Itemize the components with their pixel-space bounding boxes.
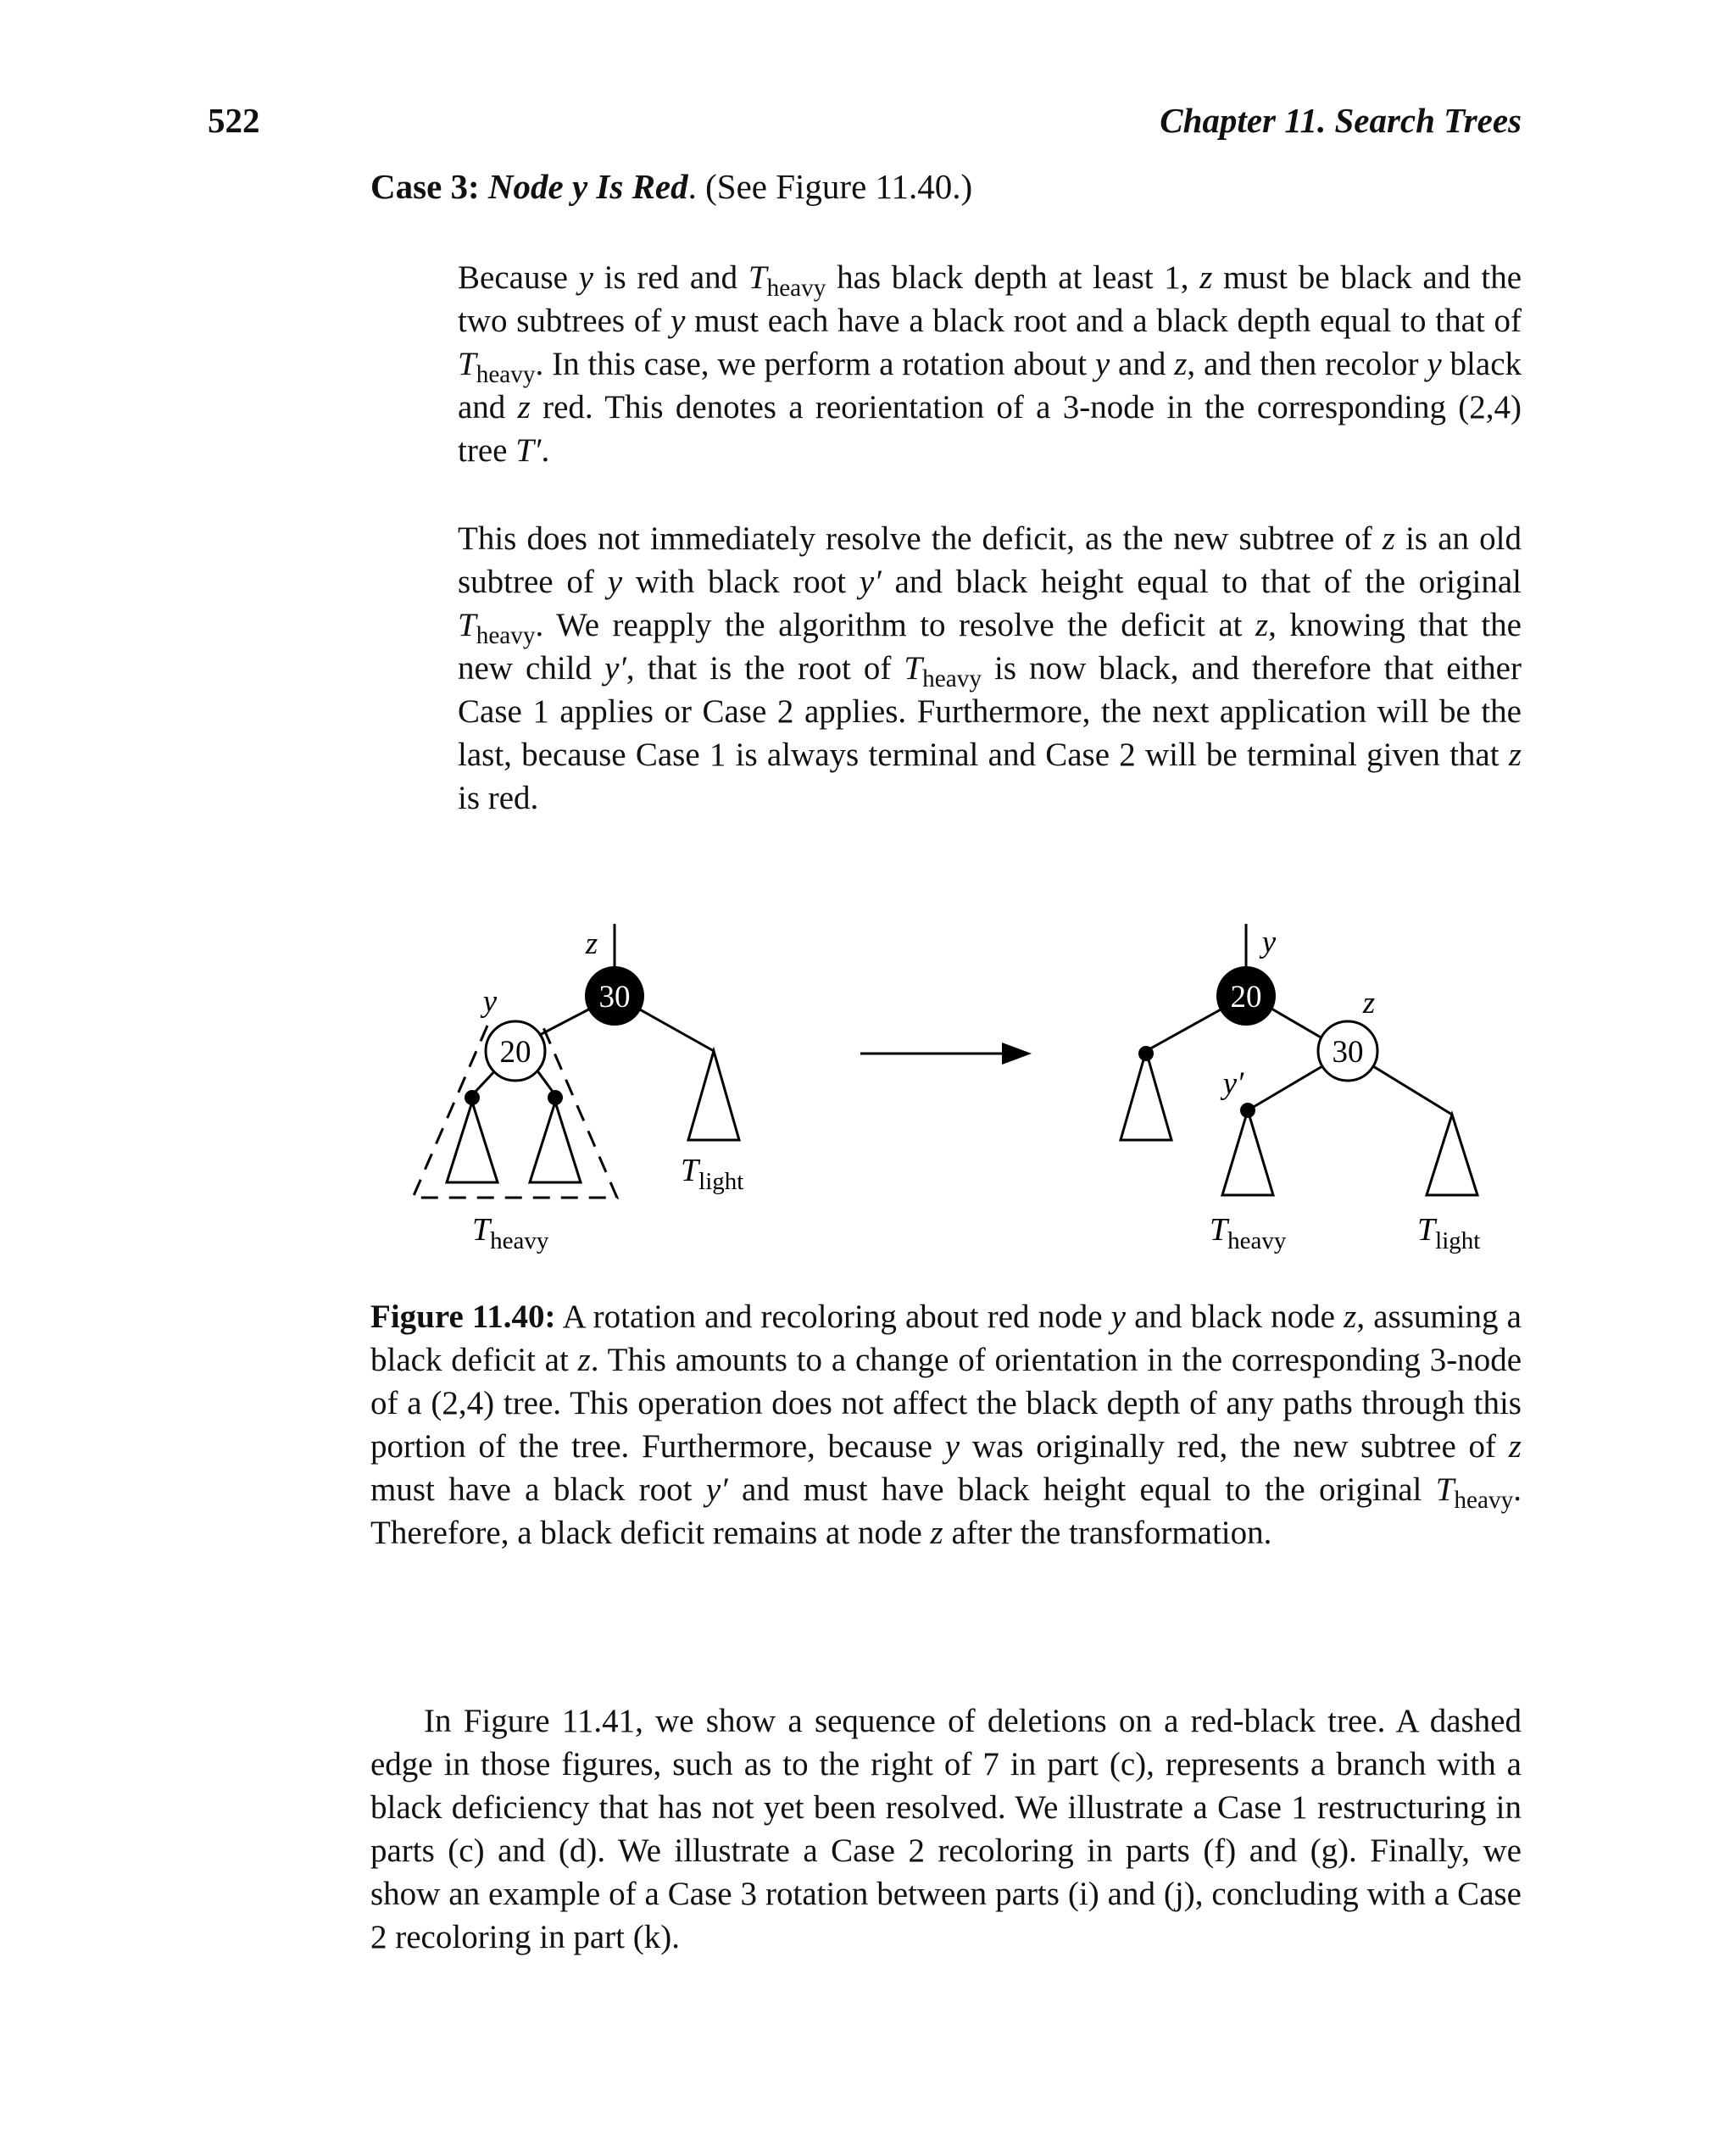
right-dot-left: [1138, 1046, 1154, 1061]
right-theavy-label: $T_{heavy}$: [1210, 1212, 1287, 1254]
right-y-label: y: [1261, 925, 1277, 959]
figure-11-40: [0, 890, 1736, 1280]
right-edge-y-leftchild: [1146, 1009, 1222, 1051]
page-number: 522: [208, 101, 260, 140]
right-edge-z-yprime: [1248, 1066, 1322, 1110]
case-title: Node y Is Red: [487, 167, 688, 206]
right-dot-yprime: [1240, 1103, 1255, 1118]
right-red-node-value: 30: [1332, 1035, 1364, 1070]
left-edge-z-tlight: [638, 1009, 714, 1051]
paragraph-deficit-resolution: This does not immediately resolve the deficit, as the new subtree of z is an old subtree of y with black root y′ and black height equal to that of the original $T_{heavy}$. We reapply the algorithm to resolve the deficit at z, knowing that the new child y′, that is the root of $T_{heavy}$ is now black, and therefore that either Case 1 applies or Case 2 applies. Furthermore, the next application will be the last, because Case 1 is always terminal and Case 2 will be terminal given that z is red.: [458, 520, 1522, 816]
right-black-node-value: 20: [1230, 980, 1262, 1015]
right-subtree-tlight: [1427, 1115, 1477, 1195]
left-theavy-label: $T_{heavy}$: [472, 1212, 549, 1254]
left-dot-1: [465, 1090, 480, 1105]
right-edge-z-tlight: [1373, 1066, 1452, 1115]
left-subtree-1: [447, 1102, 498, 1182]
left-red-node-value: 20: [499, 1035, 531, 1070]
left-tlight-label: $T_{light}$: [681, 1153, 744, 1195]
right-yprime-label: y′: [1222, 1066, 1244, 1101]
case-heading: [370, 166, 972, 207]
left-y-label: y: [482, 984, 498, 1019]
left-subtree-tlight: [688, 1051, 739, 1140]
right-subtree-left: [1121, 1051, 1171, 1140]
right-edge-y-z: [1271, 1009, 1322, 1038]
left-z-label: z: [585, 926, 598, 961]
left-dot-2: [548, 1090, 563, 1105]
right-tlight-label: $T_{light}$: [1417, 1212, 1481, 1254]
rotation-diagram: [0, 890, 1736, 1280]
figure-caption: Figure 11.40: A rotation and recoloring about red node y and black node z, assuming a black deficit at z. This amounts to a change of orientation in the corresponding 3-node of a (2,4) tree. This operation does not affect the black depth of any paths through this portion of the tree. Furthermore, because y was originally red, the new subtree of z must have a black root y′ and must have black height equal to the original $T_{heavy}$. Therefore, a black deficit remains at node z after the transformation.: [370, 1299, 1522, 1551]
case-ref: . (See Figure 11.40.): [687, 167, 973, 206]
left-subtree-2: [530, 1102, 581, 1182]
right-subtree-theavy: [1222, 1110, 1273, 1195]
left-black-node-value: 30: [598, 980, 631, 1015]
arrow-head: [1002, 1043, 1032, 1065]
running-head: Chapter 11. Search Trees: [1160, 101, 1522, 140]
paragraph-figure-11-41-intro: In Figure 11.41, we show a sequence of deletions on a red-black tree. A dashed edge in those figures, such as to the right of 7 in part (c), represents a branch with a black deficiency that has not yet been resolved. We illustrate a Case 1 restructuring in parts (c) and (d). We illustrate a Case 2 recoloring in parts (f) and (g). Finally, we show an example of a Case 3 rotation between parts (i) and (j), concluding with a Case 2 recoloring in part (k).: [370, 1703, 1522, 1955]
right-z-label: z: [1362, 986, 1376, 1020]
paragraph-case3-explanation: Because y is red and $T_{heavy}$ has black depth at least 1, z must be black and the two subtrees of y must each have a black root and a black depth equal to that of $T_{heavy}$. In this case, we perform a rotation about y and z, and then recolor y black and z red. This denotes a reorientation of a 3-node in the corresponding (2,4) tree T′.: [458, 259, 1522, 469]
case-label: Case 3:: [370, 167, 480, 206]
